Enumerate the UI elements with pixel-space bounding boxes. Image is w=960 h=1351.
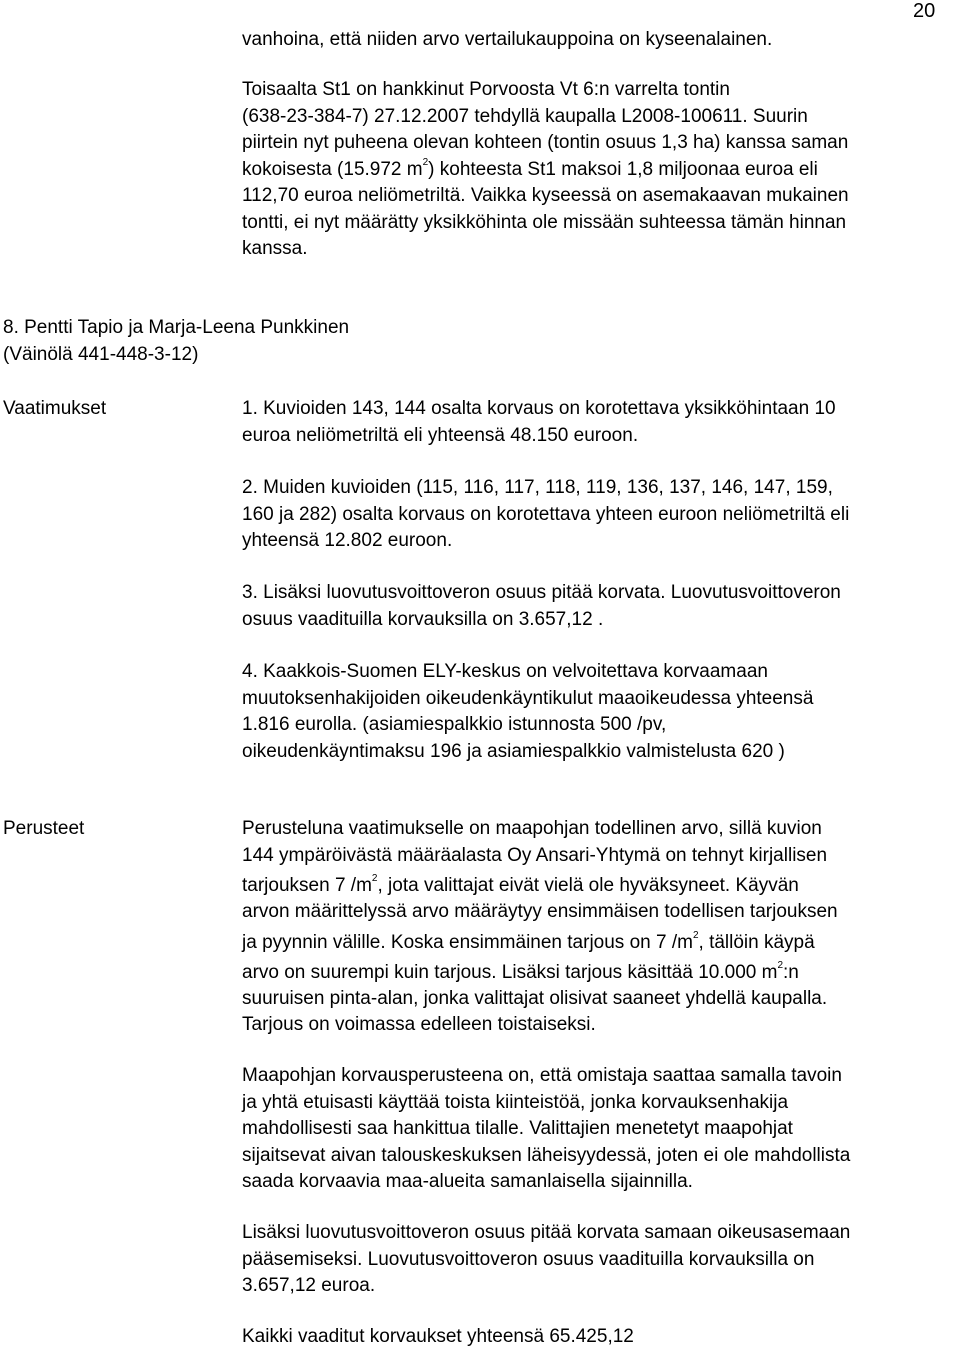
- text-line: Maapohjan korvausperusteena on, että omistaja saattaa samalla tavoin: [242, 1065, 842, 1086]
- vaatimus-item-1: [242, 396, 958, 449]
- text-line: Tarjous on voimassa edelleen toistaiseksi.: [242, 1014, 596, 1035]
- text-line: piirtein nyt puheena olevan kohteen (tontin osuus 1,3 ha) kanssa saman: [242, 132, 849, 153]
- text-line: mahdollisesti saa hankittua tilalle. Valittajien menetetyt maapohjat: [242, 1118, 793, 1139]
- section-heading: [3, 315, 349, 368]
- vaatimukset-label: Vaatimukset: [3, 398, 107, 419]
- text-line: euroa neliömetriltä eli yhteensä 48.150 euroon.: [242, 424, 639, 446]
- text-fragment: , jota valittajat eivät vielä ole hyväksyneet. Käyvän: [377, 875, 799, 896]
- text-line: [242, 926, 958, 956]
- heading-line: 8. Pentti Tapio ja Marja-Leena Punkkinen: [3, 317, 350, 338]
- perusteet-label: Perusteet: [3, 818, 85, 839]
- text-line: yhteensä 12.802 euroon.: [242, 530, 453, 551]
- text-line: Kaikki vaaditut korvaukset yhteensä 65.425,12: [242, 1326, 634, 1347]
- text-line: vanhoina, että niiden arvo vertailukauppoina on kyseenalainen.: [242, 29, 773, 50]
- text-line: Lisäksi luovutusvoittoveron osuus pitää korvata samaan oikeusasemaan: [242, 1222, 851, 1243]
- vaatimus-item-2: [242, 475, 958, 555]
- text-fragment: , tällöin käypä: [698, 931, 815, 953]
- text-line: (638-23-384-7) 27.12.2007 tehdyllä kaupalla L2008-100611. Suurin: [242, 105, 808, 127]
- text-line: 160 ja 282) osalta korvaus on korotettava yhteen euroon neliömetriltä eli: [242, 503, 850, 525]
- superscript: 2: [777, 959, 783, 971]
- vaatimus-item-3: [242, 580, 958, 633]
- text-line: ja yhtä etuisasti käyttää toista kiinteistöä, jonka korvauksenhakija: [242, 1091, 789, 1113]
- superscript: 2: [422, 156, 429, 168]
- text-line: 3. Lisäksi luovutusvoittoveron osuus pitää korvata. Luovutusvoittoveron: [242, 582, 841, 603]
- text-fragment: ja pyynnin välille. Koska ensimmäinen tarjous on 7 /m: [242, 931, 693, 953]
- text-line: 112,70 euroa neliömetriltä. Vaikka kyseessä on asemakaavan mukainen: [242, 185, 849, 206]
- text-fragment: arvo on suurempi kuin tarjous. Lisäksi tarjous käsittää 10.000 m: [242, 961, 778, 983]
- text-line: saada korvaavia maa-alueita samanlaisella sijainnilla.: [242, 1171, 693, 1192]
- text-line: [242, 869, 958, 899]
- text-line: 4. Kaakkois-Suomen ELY-keskus on velvoitettava korvaamaan: [242, 661, 768, 682]
- text-line: 3.657,12 euroa.: [242, 1275, 376, 1296]
- text-line: [242, 956, 958, 986]
- text-line: osuus vaadituilla korvauksilla on 3.657,12 .: [242, 608, 604, 630]
- text-line: Toisaalta St1 on hankkinut Porvoosta Vt 6:n varrelta tontin: [242, 79, 730, 100]
- text-line: oikeudenkäyntimaksu 196 ja asiamiespalkkio valmistelusta 620 ): [242, 740, 785, 762]
- perusteet-paragraph-2: [242, 1063, 958, 1196]
- vaatimus-item-4: [242, 659, 958, 765]
- text-line: arvon määrittelyssä arvo määräytyy ensimmäisen todellisen tarjouksen: [242, 901, 838, 922]
- text-line: sijaitsevat aivan talouskeskuksen läheisyydessä, joten ei ole mahdollista: [242, 1144, 851, 1166]
- text-line: kanssa.: [242, 238, 308, 259]
- superscript: 2: [371, 873, 378, 884]
- heading-line: (Väinölä 441-448-3-12): [3, 343, 199, 365]
- text-line: muutoksenhakijoiden oikeudenkäyntikulut maaoikeudessa yhteensä: [242, 687, 814, 709]
- paragraph-intro-2: [242, 77, 958, 263]
- text-line: 1.816 eurolla. (asiamiespalkkio istunnosta 500 /pv,: [242, 714, 667, 735]
- text-line: tontti, ei nyt määrätty yksikköhinta ole missään suhteessa tämän hinnan: [242, 211, 847, 233]
- perusteet-paragraph-4: [242, 1324, 958, 1351]
- perusteet-paragraph-1: [242, 816, 958, 1039]
- text-fragment: kokoisesta (15.972 m: [242, 158, 423, 180]
- superscript: 2: [692, 929, 699, 941]
- page-number: 20: [913, 0, 936, 22]
- text-fragment: ) kohteesta St1 maksoi 1,8 miljoonaa euroa eli: [428, 158, 818, 180]
- text-fragment: tarjouksen 7 /m: [242, 875, 372, 896]
- text-line: [242, 157, 958, 184]
- text-line: 2. Muiden kuvioiden (115, 116, 117, 118, 119, 136, 137, 146, 147, 159,: [242, 477, 833, 498]
- text-line: suuruisen pinta-alan, jonka valittajat olisivat saaneet yhdellä kaupalla.: [242, 987, 828, 1009]
- text-fragment: :n: [783, 961, 799, 983]
- perusteet-paragraph-3: [242, 1220, 958, 1300]
- paragraph-intro-1: [242, 27, 958, 54]
- text-line: 1. Kuvioiden 143, 144 osalta korvaus on korotettava yksikköhintaan 10: [242, 398, 836, 419]
- text-line: Perusteluna vaatimukselle on maapohjan todellinen arvo, sillä kuvion: [242, 818, 822, 839]
- text-line: pääsemiseksi. Luovutusvoittoveron osuus vaadituilla korvauksilla on: [242, 1248, 815, 1270]
- text-line: 144 ympäröivästä määräalasta Oy Ansari-Yhtymä on tehnyt kirjallisen: [242, 844, 828, 866]
